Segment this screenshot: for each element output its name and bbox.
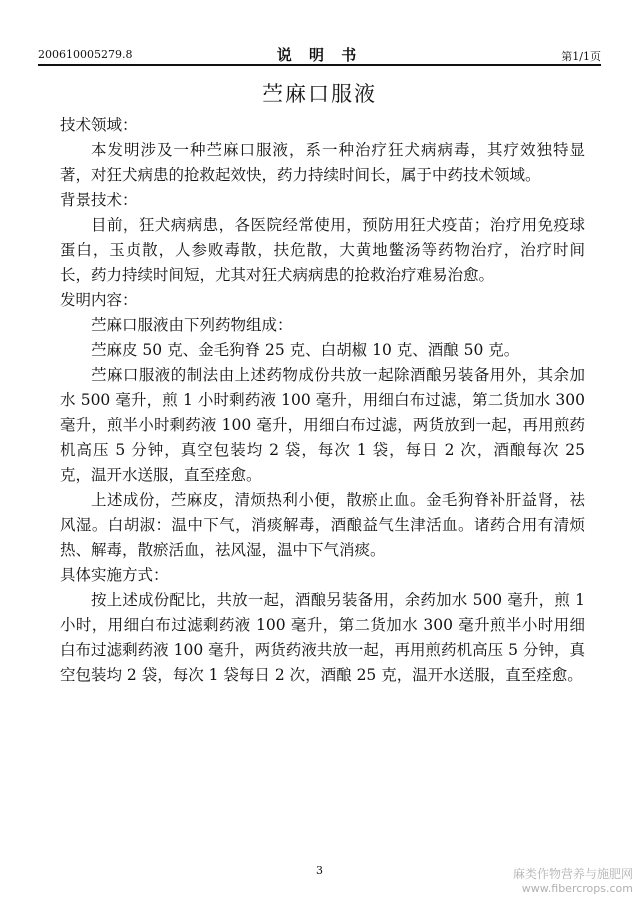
section-heading: 具体实施方式：	[60, 566, 169, 584]
document-type: 说 明 书	[276, 46, 363, 64]
page-number: 3	[316, 864, 323, 877]
application-number: 200610005279.8	[38, 48, 133, 61]
document-body	[60, 113, 585, 688]
header-rule	[38, 64, 601, 66]
section-background	[60, 188, 585, 288]
section-invention-content	[60, 288, 585, 563]
paragraph: 苎麻口服液由下列药物组成：	[91, 316, 293, 334]
paragraph: 按上述成份配比，共放一起，酒酿另装备用，余药加水 500 毫升，煎 1 小时，用细白布过滤剩药液 100 毫升，第二货加水 300 毫升煎半小时用细白布过滤剩药液 100 毫升，两货药液共放一起，再用煎药机高压 5 分钟，真空包装均 2 袋，每次 1 袋每日 2 次，酒酿 25 克，温开水送服，直至痊愈。	[60, 591, 585, 684]
section-technical-field	[60, 113, 585, 188]
watermark-url: www.fibercrops.com	[521, 882, 633, 895]
paragraph: 苎麻皮 50 克、金毛狗脊 25 克、白胡椒 10 克、酒酿 50 克。	[91, 341, 520, 359]
section-heading: 发明内容：	[60, 291, 138, 309]
paragraph: 苎麻口服液的制法由上述药物成份共放一起除酒酿另装备用外，其余加水 500 毫升，煎 1 小时剩药液 100 毫升，用细白布过滤，第二货加水 300 毫升，煎半小时剩药液 100 毫升，用细白布过滤，两货放到一起，再用煎药机高压 5 分钟，真空包装均 2 袋，每次 1 袋，每日 2 次，酒酿每次 25 克，温开水送服，直至痊愈。	[60, 366, 585, 484]
site-watermark	[513, 866, 633, 896]
paragraph: 上述成份，苎麻皮，清烦热利小便，散瘀止血。金毛狗脊补肝益肾，祛风湿。白胡淑：温中下气，消痰解毒，酒酿益气生津活血。诸药合用有清烦热、解毒，散瘀活血，祛风湿，温中下气消痰。	[60, 491, 585, 559]
section-heading: 技术领域：	[60, 116, 138, 134]
document-header	[38, 30, 601, 64]
page-info: 第1/1页	[561, 50, 601, 63]
section-heading: 背景技术：	[60, 191, 138, 209]
section-embodiment	[60, 563, 585, 688]
paragraph: 本发明涉及一种苎麻口服液，系一种治疗狂犬病病毒，其疗效独特显著，对狂犬病患的抢救起效快，药力持续时间长，属于中药技术领域。	[60, 141, 585, 184]
document-title: 苎麻口服液	[262, 82, 377, 106]
watermark-site-name: 麻类作物营养与施肥网	[512, 867, 633, 881]
paragraph: 目前，狂犬病病患，各医院经常使用，预防用狂犬疫苗；治疗用免疫球蛋白，玉贞散，人参败毒散，扶危散，大黄地鳖汤等药物治疗，治疗时间长，药力持续时间短，尤其对狂犬病病患的抢救治疗难易治愈。	[60, 216, 585, 284]
